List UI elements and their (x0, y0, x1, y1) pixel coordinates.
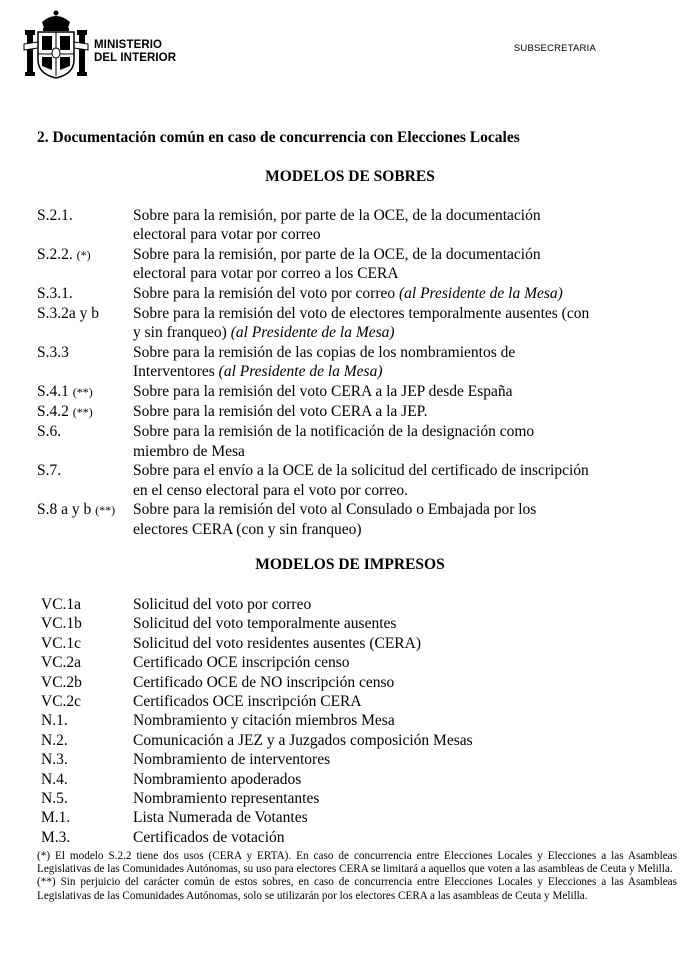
item-code-note: (**) (72, 405, 93, 420)
item-code (37, 343, 133, 382)
item-description (133, 382, 677, 402)
item-code (37, 500, 133, 539)
item-line-1: Sobre para la remisión del voto CERA a la JEP. (133, 403, 428, 421)
list-item (37, 750, 677, 769)
list-item (37, 770, 677, 789)
impresos-list (37, 595, 677, 847)
item-code-text: S.3.3 (37, 343, 69, 361)
item-code: N.5. (41, 790, 68, 808)
item-recipient: (al Presidente de la Mesa) (218, 363, 383, 381)
item-line-2: electoral para votar por correo (133, 226, 321, 244)
item-code: M.3. (41, 828, 71, 846)
item-code (37, 304, 133, 343)
item-code-text: S.7. (37, 462, 62, 480)
item-description: Nombramiento apoderados (133, 770, 302, 788)
item-code: N.1. (41, 712, 68, 730)
item-description: Lista Numerada de Votantes (133, 809, 308, 827)
item-code-text: S.2.2. (37, 245, 77, 263)
list-item (37, 284, 677, 304)
list-item (37, 653, 677, 672)
list-item (37, 808, 677, 827)
item-recipient: (al Presidente de la Mesa) (230, 324, 395, 342)
item-description: Certificado OCE de NO inscripción censo (133, 673, 395, 691)
item-code (37, 245, 133, 284)
ministry-name (94, 39, 176, 65)
item-description (133, 343, 677, 382)
item-line-1: Sobre para la remisión del voto por correo (133, 284, 399, 302)
item-description (133, 206, 677, 245)
list-item (37, 206, 677, 245)
list-item (37, 731, 677, 750)
item-code: VC.1c (41, 634, 82, 652)
letterhead (0, 0, 700, 100)
item-description (133, 402, 677, 422)
item-line-2: miembro de Mesa (133, 442, 245, 460)
department-label: SUBSECRETARIA (513, 43, 596, 54)
footnote: (**) Sin perjuicio del carácter común de estos sobres, en caso de concurrencia entre Elecciones Locales y Elecciones a las Asambleas Legislativas de las Comunidades Autónomas, solo se utilizarán por los electores CERA a las asambleas de Ceuta y Melilla. (37, 876, 677, 902)
list-item (37, 595, 677, 614)
item-code-text: S.2.1. (37, 207, 73, 224)
item-code (37, 382, 133, 402)
item-line-1: Sobre para la remisión de las copias de los nombramientos de (133, 343, 516, 361)
list-item (37, 789, 677, 808)
list-item (37, 692, 677, 711)
item-description (133, 304, 677, 343)
item-line-1: Sobre para la remisión del voto CERA a la JEP desde España (133, 382, 513, 400)
list-item (37, 343, 677, 382)
item-code (37, 284, 133, 304)
item-code: M.1. (41, 809, 71, 827)
item-code (37, 206, 133, 245)
item-code-text: S.8 a y b (37, 501, 96, 519)
footnotes (37, 850, 677, 903)
item-line-2: y sin franqueo) (133, 324, 231, 342)
item-code: VC.2c (41, 693, 82, 711)
item-description: Certificados OCE inscripción CERA (133, 693, 362, 711)
item-description (133, 422, 677, 461)
item-description (133, 284, 677, 304)
item-code-text: S.3.2a y b (37, 305, 99, 323)
item-description: Solicitud del voto por correo (133, 596, 312, 613)
list-item (37, 461, 677, 500)
item-code-text: S.4.2 (37, 403, 73, 421)
item-line-2: en el censo electoral para el voto por correo. (133, 481, 408, 499)
item-line-2: Interventores (133, 363, 219, 381)
item-code-note: (**) (72, 384, 93, 399)
sobres-heading: MODELOS DE SOBRES (265, 168, 435, 185)
impresos-heading: MODELOS DE IMPRESOS (255, 556, 445, 573)
coat-of-arms-icon (22, 8, 90, 84)
list-item (37, 673, 677, 692)
item-code-note: (*) (76, 247, 91, 262)
item-line-1: Sobre para la remisión de la notificación de la designación como (133, 423, 535, 441)
item-line-1: Sobre para la remisión, por parte de la OCE, de la documentación (133, 207, 541, 224)
item-description: Comunicación a JEZ y a Juzgados composición Mesas (133, 731, 473, 749)
item-code: N.2. (41, 731, 68, 749)
item-line-1: Sobre para la remisión del voto al Consulado o Embajada por los (133, 501, 537, 519)
list-item (37, 382, 677, 402)
sobres-list (37, 206, 677, 539)
ministry-line-2: DEL INTERIOR (94, 52, 177, 64)
item-code-text: S.4.1 (37, 382, 73, 400)
item-line-2: electores CERA (con y sin franqueo) (133, 520, 362, 538)
list-item (37, 500, 677, 539)
item-line-2: electoral para votar por correo a los CERA (133, 265, 399, 283)
item-code: VC.2a (41, 654, 82, 672)
item-line-1: Sobre para la remisión del voto de electores temporalmente ausentes (con (133, 305, 590, 323)
item-description: Solicitud del voto temporalmente ausentes (133, 615, 397, 633)
list-item (37, 422, 677, 461)
item-line-1: Sobre para la remisión, por parte de la OCE, de la documentación (133, 245, 541, 263)
list-item (37, 614, 677, 633)
item-recipient: (al Presidente de la Mesa) (399, 284, 563, 302)
footnote: (*) El modelo S.2.2 tiene dos usos (CERA y ERTA). En caso de concurrencia entre Elecciones Locales y Elecciones a las Asambleas Legislativas de las Comunidades Autónomas, su uso para electores CERA se limitará a aquellos que voten a las asambleas de Ceuta y Melilla. (37, 850, 677, 876)
item-code: VC.2b (41, 673, 82, 691)
item-code-text: S.6. (37, 423, 62, 441)
section-title: 2. Documentación común en caso de concurrencia con Elecciones Locales (37, 129, 520, 146)
list-item (37, 634, 677, 653)
item-description: Nombramiento representantes (133, 790, 320, 808)
list-item (37, 304, 677, 343)
item-code: N.3. (41, 751, 68, 769)
list-item (37, 711, 677, 730)
item-description: Nombramiento y citación miembros Mesa (133, 712, 395, 730)
item-code: VC.1b (41, 615, 82, 633)
item-code-text: S.3.1. (37, 284, 73, 302)
item-description (133, 461, 677, 500)
list-item (37, 245, 677, 284)
item-description (133, 500, 677, 539)
item-description: Certificado OCE inscripción censo (133, 654, 350, 672)
item-description (133, 245, 677, 284)
item-description: Nombramiento de interventores (133, 751, 331, 769)
item-code: VC.1a (41, 596, 82, 613)
list-item (37, 828, 677, 847)
item-code-note: (**) (95, 503, 116, 518)
item-code: N.4. (41, 770, 68, 788)
item-line-1: Sobre para el envío a la OCE de la solicitud del certificado de inscripción (133, 462, 589, 480)
item-code (37, 461, 133, 500)
item-description: Solicitud del voto residentes ausentes (CERA) (133, 634, 421, 652)
list-item (37, 402, 677, 422)
item-code (37, 402, 133, 422)
ministry-line-1: MINISTERIO (94, 39, 163, 51)
item-description: Certificados de votación (133, 828, 285, 846)
item-code (37, 422, 133, 461)
